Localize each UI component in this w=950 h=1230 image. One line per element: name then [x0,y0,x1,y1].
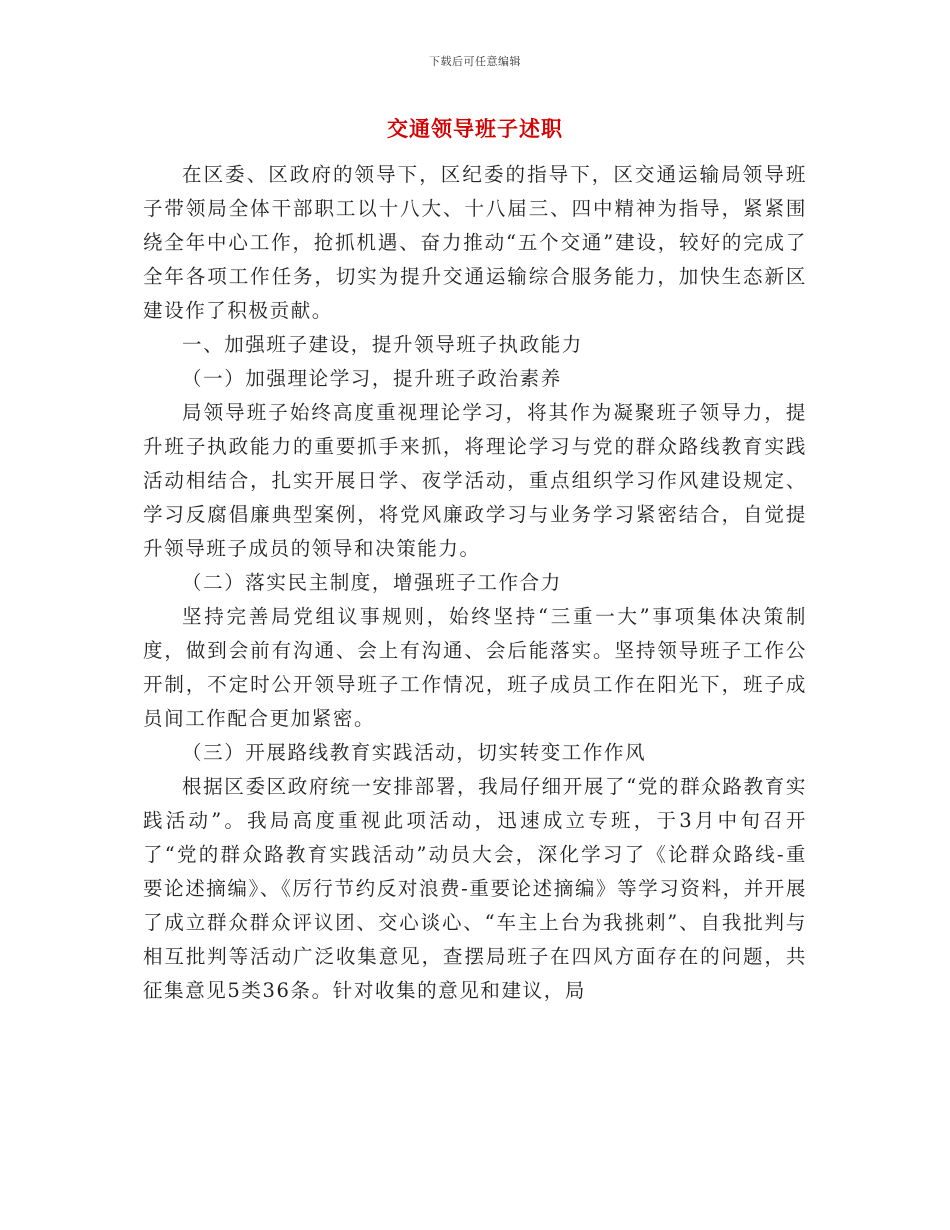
subsection-heading-1: （一）加强理论学习，提升班子政治素养 [182,367,562,390]
header-note: 下载后可任意编辑 [429,55,521,68]
paragraph-practice-activity: 根据区委区政府统一安排部署，我局仔细开展了“党的群众路教育实践活动”。我局高度重视此项活动，迅速成立专班，于3月中旬召开了“党的群众路教育实践活动”动员大会，深化学习了《论群众路线-重要论述摘编》、《厉行节约反对浪费-重要论述摘编》等学习资料，并开展了成立群众群众评议团、交心谈心、“车主上台为我挑刺”、自我批判与相互批判等活动广泛收集意见，查摆局班子在四风方面存在的问题，共征集意见5类36条。针对收集的意见和建议，局 [143,775,807,1002]
paragraph-democratic-system: 坚持完善局党组议事规则，始终坚持“三重一大”事项集体决策制度，做到会前有沟通、会上有沟通、会后能落实。坚持领导班子工作公开制，不定时公开领导班子工作情况，班子成员工作在阳光下，班子成员间工作配合更加紧密。 [143,605,807,730]
document-body [143,158,807,1008]
document-title: 交通领导班子述职 [387,116,563,141]
paragraph-intro: 在区委、区政府的领导下，区纪委的指导下，区交通运输局领导班子带领局全体干部职工以十八大、十八届三、四中精神为指导，紧紧围绕全年中心工作，抢抓机遇、奋力推动“五个交通”建设，较好的完成了全年各项工作任务，切实为提升交通运输综合服务能力，加快生态新区建设作了积极贡献。 [143,163,807,322]
subsection-heading-2: （二）落实民主制度，增强班子工作合力 [182,571,562,594]
paragraph-theory-study: 局领导班子始终高度重视理论学习，将其作为凝聚班子领导力，提升班子执政能力的重要抓手来抓，将理论学习与党的群众路线教育实践活动相结合，扎实开展日学、夜学活动，重点组织学习作风建设规定、学习反腐倡廉典型案例，将党风廉政学习与业务学习紧密结合，自觉提升领导班子成员的领导和决策能力。 [143,401,807,560]
subsection-heading-3: （三）开展路线教育实践活动，切实转变工作作风 [182,741,647,764]
section-heading-1: 一、加强班子建设，提升领导班子执政能力 [182,333,583,356]
